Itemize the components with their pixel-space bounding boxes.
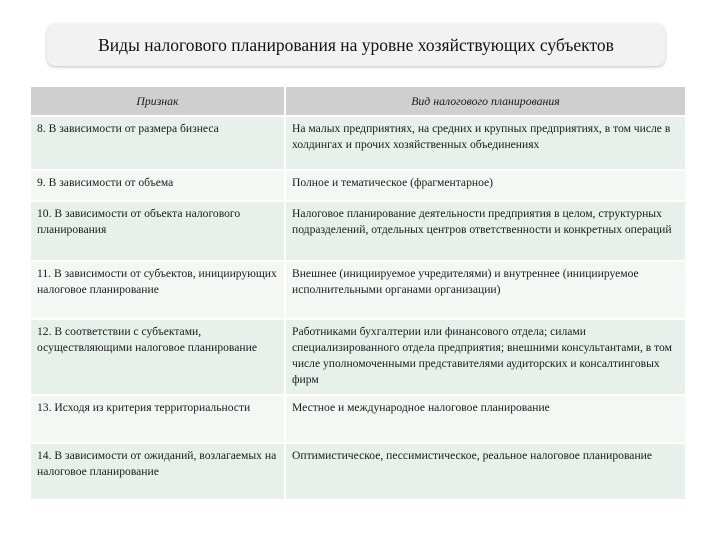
- table-header-row: [31, 87, 685, 116]
- cell-type: Налоговое планирование деятельности предприятия в целом, структурных подразделений, отдельных центров ответственности и конкретных операций: [285, 201, 685, 261]
- table-row: [31, 319, 685, 395]
- cell-type: Местное и международное налоговое планирование: [285, 395, 685, 443]
- cell-criterion: 8. В зависимости от размера бизнеса: [31, 116, 285, 170]
- cell-type: Оптимистическое, пессимистическое, реальное налоговое планирование: [285, 443, 685, 499]
- table-row: [31, 201, 685, 261]
- table-row: [31, 395, 685, 443]
- cell-type: На малых предприятиях, на средних и крупных предприятиях, в том числе в холдингах и прочих хозяйственных объединениях: [285, 116, 685, 170]
- cell-criterion: 12. В соответствии с субъектами, осуществляющими налоговое планирование: [31, 319, 285, 395]
- table-row: [31, 116, 685, 170]
- cell-criterion: 10. В зависимости от объекта налогового планирования: [31, 201, 285, 261]
- cell-criterion: 9. В зависимости от объема: [31, 170, 285, 201]
- slide-title-box: [47, 24, 665, 66]
- cell-criterion: 11. В зависимости от субъектов, инициирующих налоговое планирование: [31, 261, 285, 319]
- slide-title: Виды налогового планирования на уровне хозяйствующих субъектов: [98, 34, 614, 55]
- table-row: [31, 261, 685, 319]
- cell-type: Внешнее (инициируемое учредителями) и внутреннее (инициируемое исполнительными органами организации): [285, 261, 685, 319]
- header-type: Вид налогового планирования: [285, 87, 685, 116]
- cell-type: Работниками бухгалтерии или финансового отдела; силами специализированного отдела предприятия; внешними консультантами, в том числе уполномоченными представителями аудиторских и консалтинговых фирм: [285, 319, 685, 395]
- cell-criterion: 13. Исходя из критерия территориальности: [31, 395, 285, 443]
- tax-planning-table: [31, 87, 685, 499]
- table-row: [31, 443, 685, 499]
- table-row: [31, 170, 685, 201]
- cell-criterion: 14. В зависимости от ожиданий, возлагаемых на налоговое планирование: [31, 443, 285, 499]
- header-criterion: Признак: [31, 87, 285, 116]
- cell-type: Полное и тематическое (фрагментарное): [285, 170, 685, 201]
